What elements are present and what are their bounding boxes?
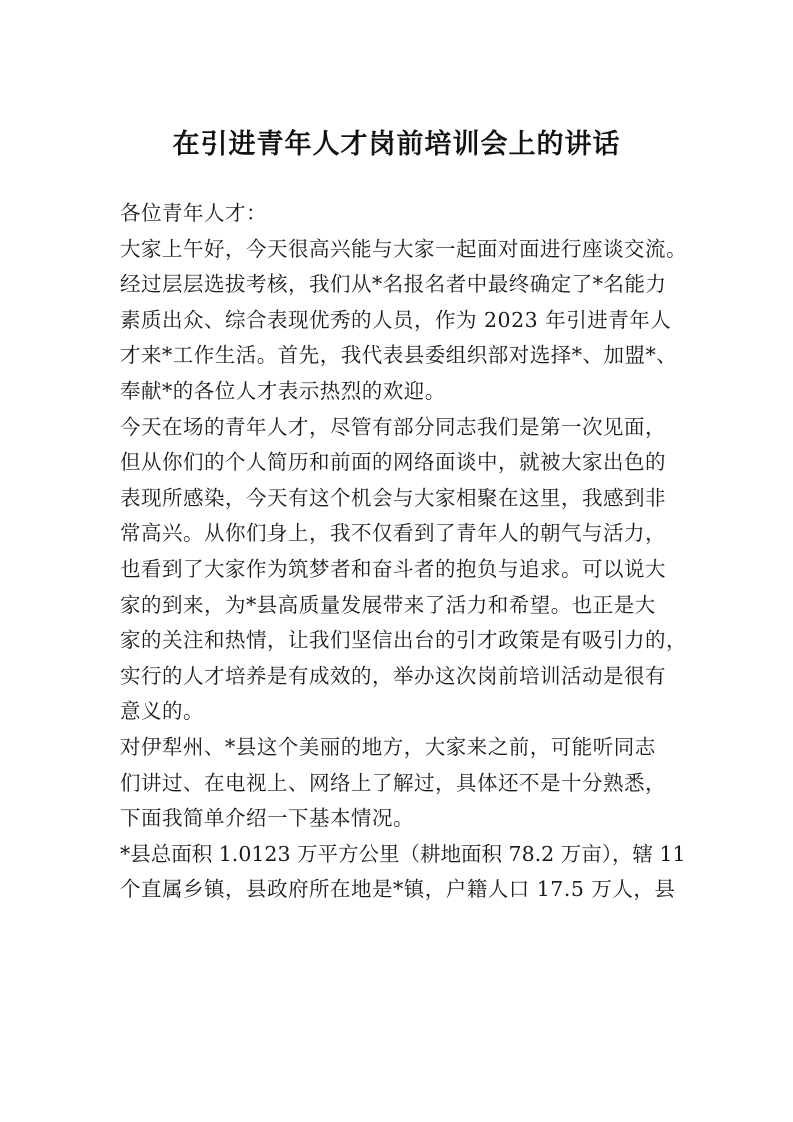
paragraph-impression: [120, 410, 690, 730]
text-line: 对伊犁州、*县这个美丽的地方，大家来之前，可能听同志: [120, 734, 656, 759]
text-line: 下面我简单介绍一下基本情况。: [120, 806, 414, 831]
text-line: 奉献*的各位人才表示热烈的欢迎。: [120, 378, 446, 403]
text-line: 今天在场的青年人才，尽管有部分同志我们是第一次见面，: [120, 414, 666, 439]
text-line: 大家上午好，今天很高兴能与大家一起面对面进行座谈交流。: [120, 236, 687, 261]
text-line: 才来*工作生活。首先，我代表县委组织部对选择*、加盟*、: [120, 343, 678, 368]
salutation-line: 各位青年人才：: [120, 201, 267, 225]
text-line: 个直属乡镇，县政府所在地是*镇，户籍人口 17.5 万人，县: [120, 877, 676, 902]
text-line: 家的到来，为*县高质量发展带来了活力和希望。也正是大: [120, 592, 656, 617]
text-line: 意义的。: [120, 699, 204, 724]
paragraph-introduction: [120, 730, 690, 837]
text-line: 也看到了大家作为筑梦者和奋斗者的抱负与追求。可以说大: [120, 556, 666, 581]
text-line: 素质出众、综合表现优秀的人员，作为 2023 年引进青年人: [120, 307, 672, 332]
paragraph-county-overview: [120, 837, 690, 908]
document-body: [120, 196, 690, 908]
text-line: 表现所感染，今天有这个机会与大家相聚在这里，我感到非: [120, 485, 666, 510]
salutation-paragraph: [120, 196, 690, 232]
text-line: *县总面积 1.0123 万平方公里（耕地面积 78.2 万亩），辖 11: [120, 841, 686, 866]
text-line: 常高兴。从你们身上，我不仅看到了青年人的朝气与活力，: [120, 521, 666, 546]
text-line: 实行的人才培养是有成效的，举办这次岗前培训活动是很有: [120, 663, 666, 688]
text-line: 家的关注和热情，让我们坚信出台的引才政策是有吸引力的，: [120, 628, 687, 653]
text-line: 们讲过、在电视上、网络上了解过，具体还不是十分熟悉，: [120, 770, 666, 795]
document-title: 在引进青年人才岗前培训会上的讲话: [172, 129, 621, 160]
text-line: 但从你们的个人简历和前面的网络面谈中，就被大家出色的: [120, 450, 666, 475]
paragraph-welcome: [120, 232, 690, 410]
text-line: 经过层层选拔考核，我们从*名报名者中最终确定了*名能力: [120, 272, 667, 297]
